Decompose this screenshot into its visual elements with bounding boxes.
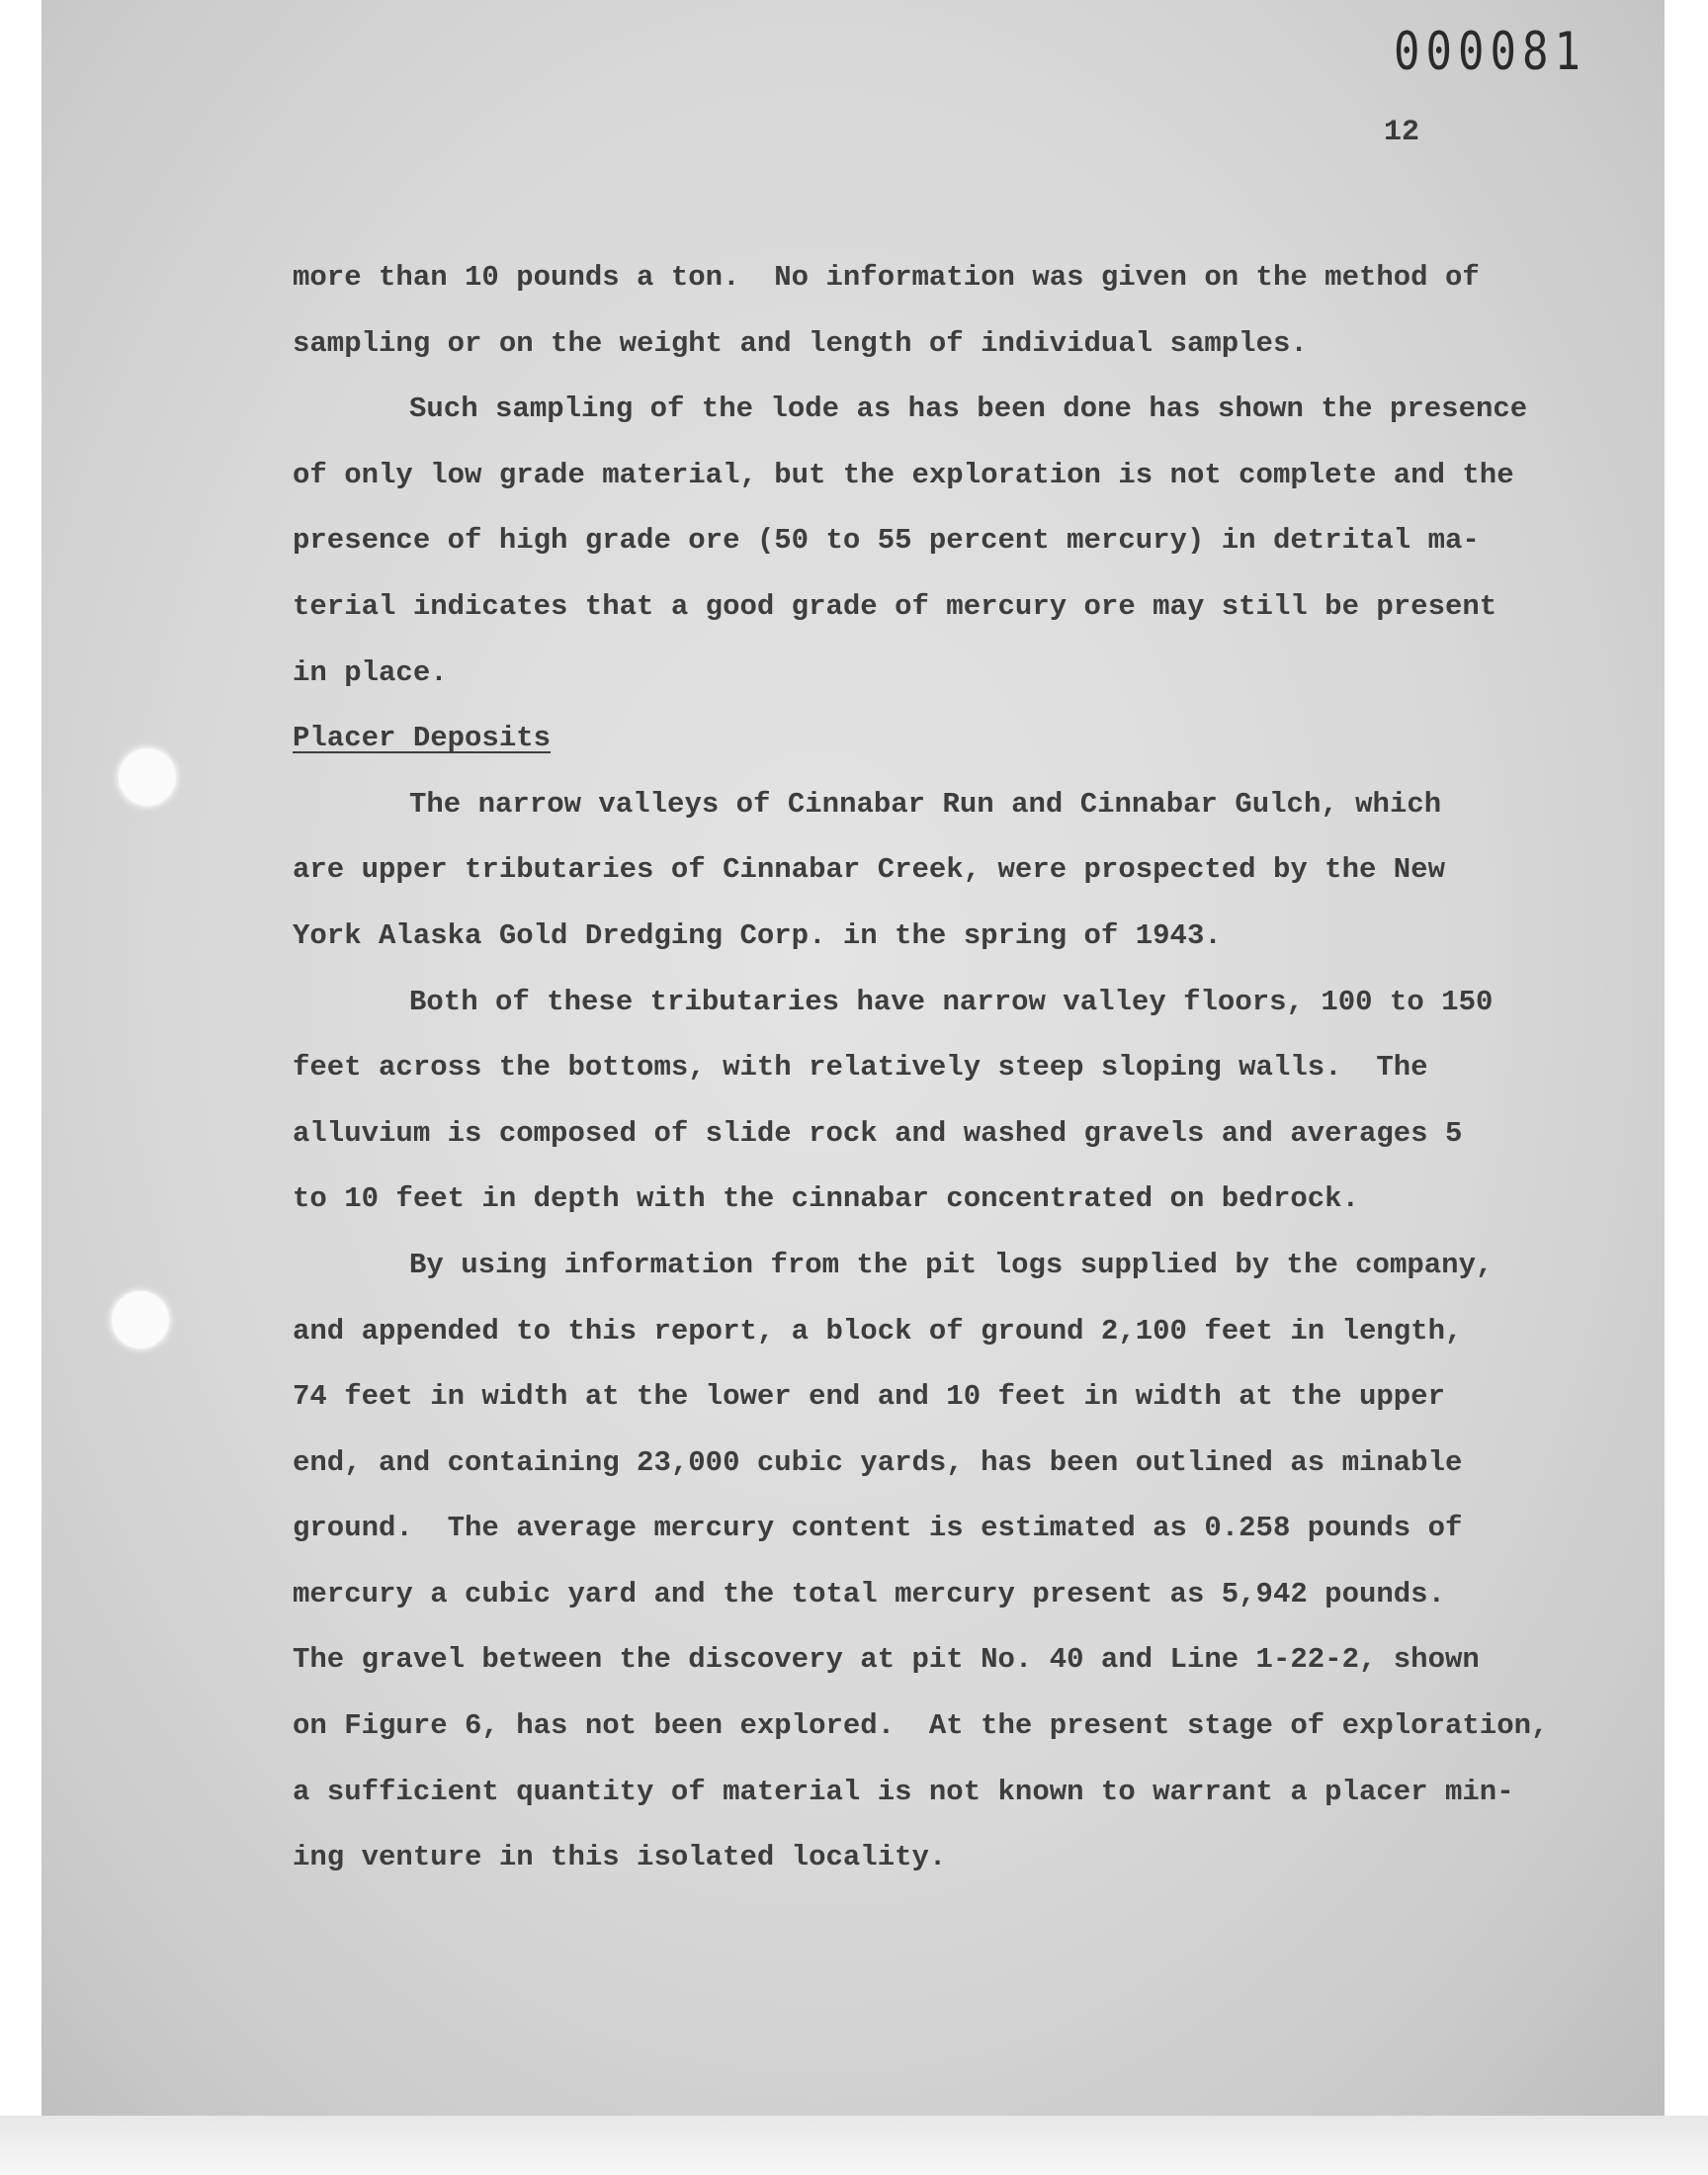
text-line: on Figure 6, has not been explored. At the present stage of exploration,: [293, 1709, 1549, 1743]
text-line: feet across the bottoms, with relatively steep sloping walls. The: [293, 1051, 1428, 1085]
text-line: The narrow valleys of Cinnabar Run and Cinnabar Gulch, which: [409, 787, 1442, 821]
section-heading: Placer Deposits: [293, 722, 552, 755]
text-line: alluvium is composed of slide rock and washed gravels and averages 5: [293, 1116, 1463, 1150]
body-text: [293, 245, 1549, 1891]
text-line: presence of high grade ore (50 to 55 percent mercury) in detrital ma-: [293, 524, 1480, 558]
section-heading-line: [293, 706, 1528, 772]
text-line: sampling or on the weight and length of individual samples.: [293, 326, 1308, 360]
text-line: By using information from the pit logs supplied by the company,: [409, 1248, 1494, 1281]
scan-bottom-edge: [0, 2116, 1708, 2175]
text-line: The gravel between the discovery at pit No. 40 and Line 1-22-2, shown: [293, 1643, 1480, 1677]
text-line: and appended to this report, a block of ground 2,100 feet in length,: [293, 1314, 1463, 1348]
text-line: Such sampling of the lode as has been done has shown the presence: [409, 392, 1528, 426]
text-line: mercury a cubic yard and the total mercury present as 5,942 pounds.: [293, 1577, 1445, 1610]
text-line: more than 10 pounds a ton. No information was given on the method of: [293, 261, 1480, 294]
punch-hole-upper: [119, 748, 176, 806]
text-line: are upper tributaries of Cinnabar Creek, were prospected by the New: [293, 853, 1445, 887]
text-line: in place.: [293, 655, 448, 689]
text-line: of only low grade material, but the exploration is not complete and the: [293, 458, 1514, 491]
text-line: terial indicates that a good grade of mercury ore may still be present: [293, 589, 1497, 623]
text-line: Both of these tributaries have narrow valley floors, 100 to 150: [409, 985, 1494, 1018]
page-number: 12: [1384, 116, 1420, 149]
document-number: 000081: [1394, 22, 1586, 83]
text-line: ground. The average mercury content is estimated as 0.258 pounds of: [293, 1512, 1463, 1545]
text-line: 74 feet in width at the lower end and 10 feet in width at the upper: [293, 1380, 1445, 1414]
text-line: York Alaska Gold Dredging Corp. in the spring of 1943.: [293, 918, 1222, 952]
text-line: ing venture in this isolated locality.: [293, 1841, 947, 1874]
text-line: end, and containing 23,000 cubic yards, has been outlined as minable: [293, 1445, 1463, 1479]
punch-hole-lower: [112, 1291, 169, 1348]
text-line: to 10 feet in depth with the cinnabar concentrated on bedrock.: [293, 1182, 1359, 1216]
text-line: a sufficient quantity of material is not known to warrant a placer min-: [293, 1775, 1514, 1808]
